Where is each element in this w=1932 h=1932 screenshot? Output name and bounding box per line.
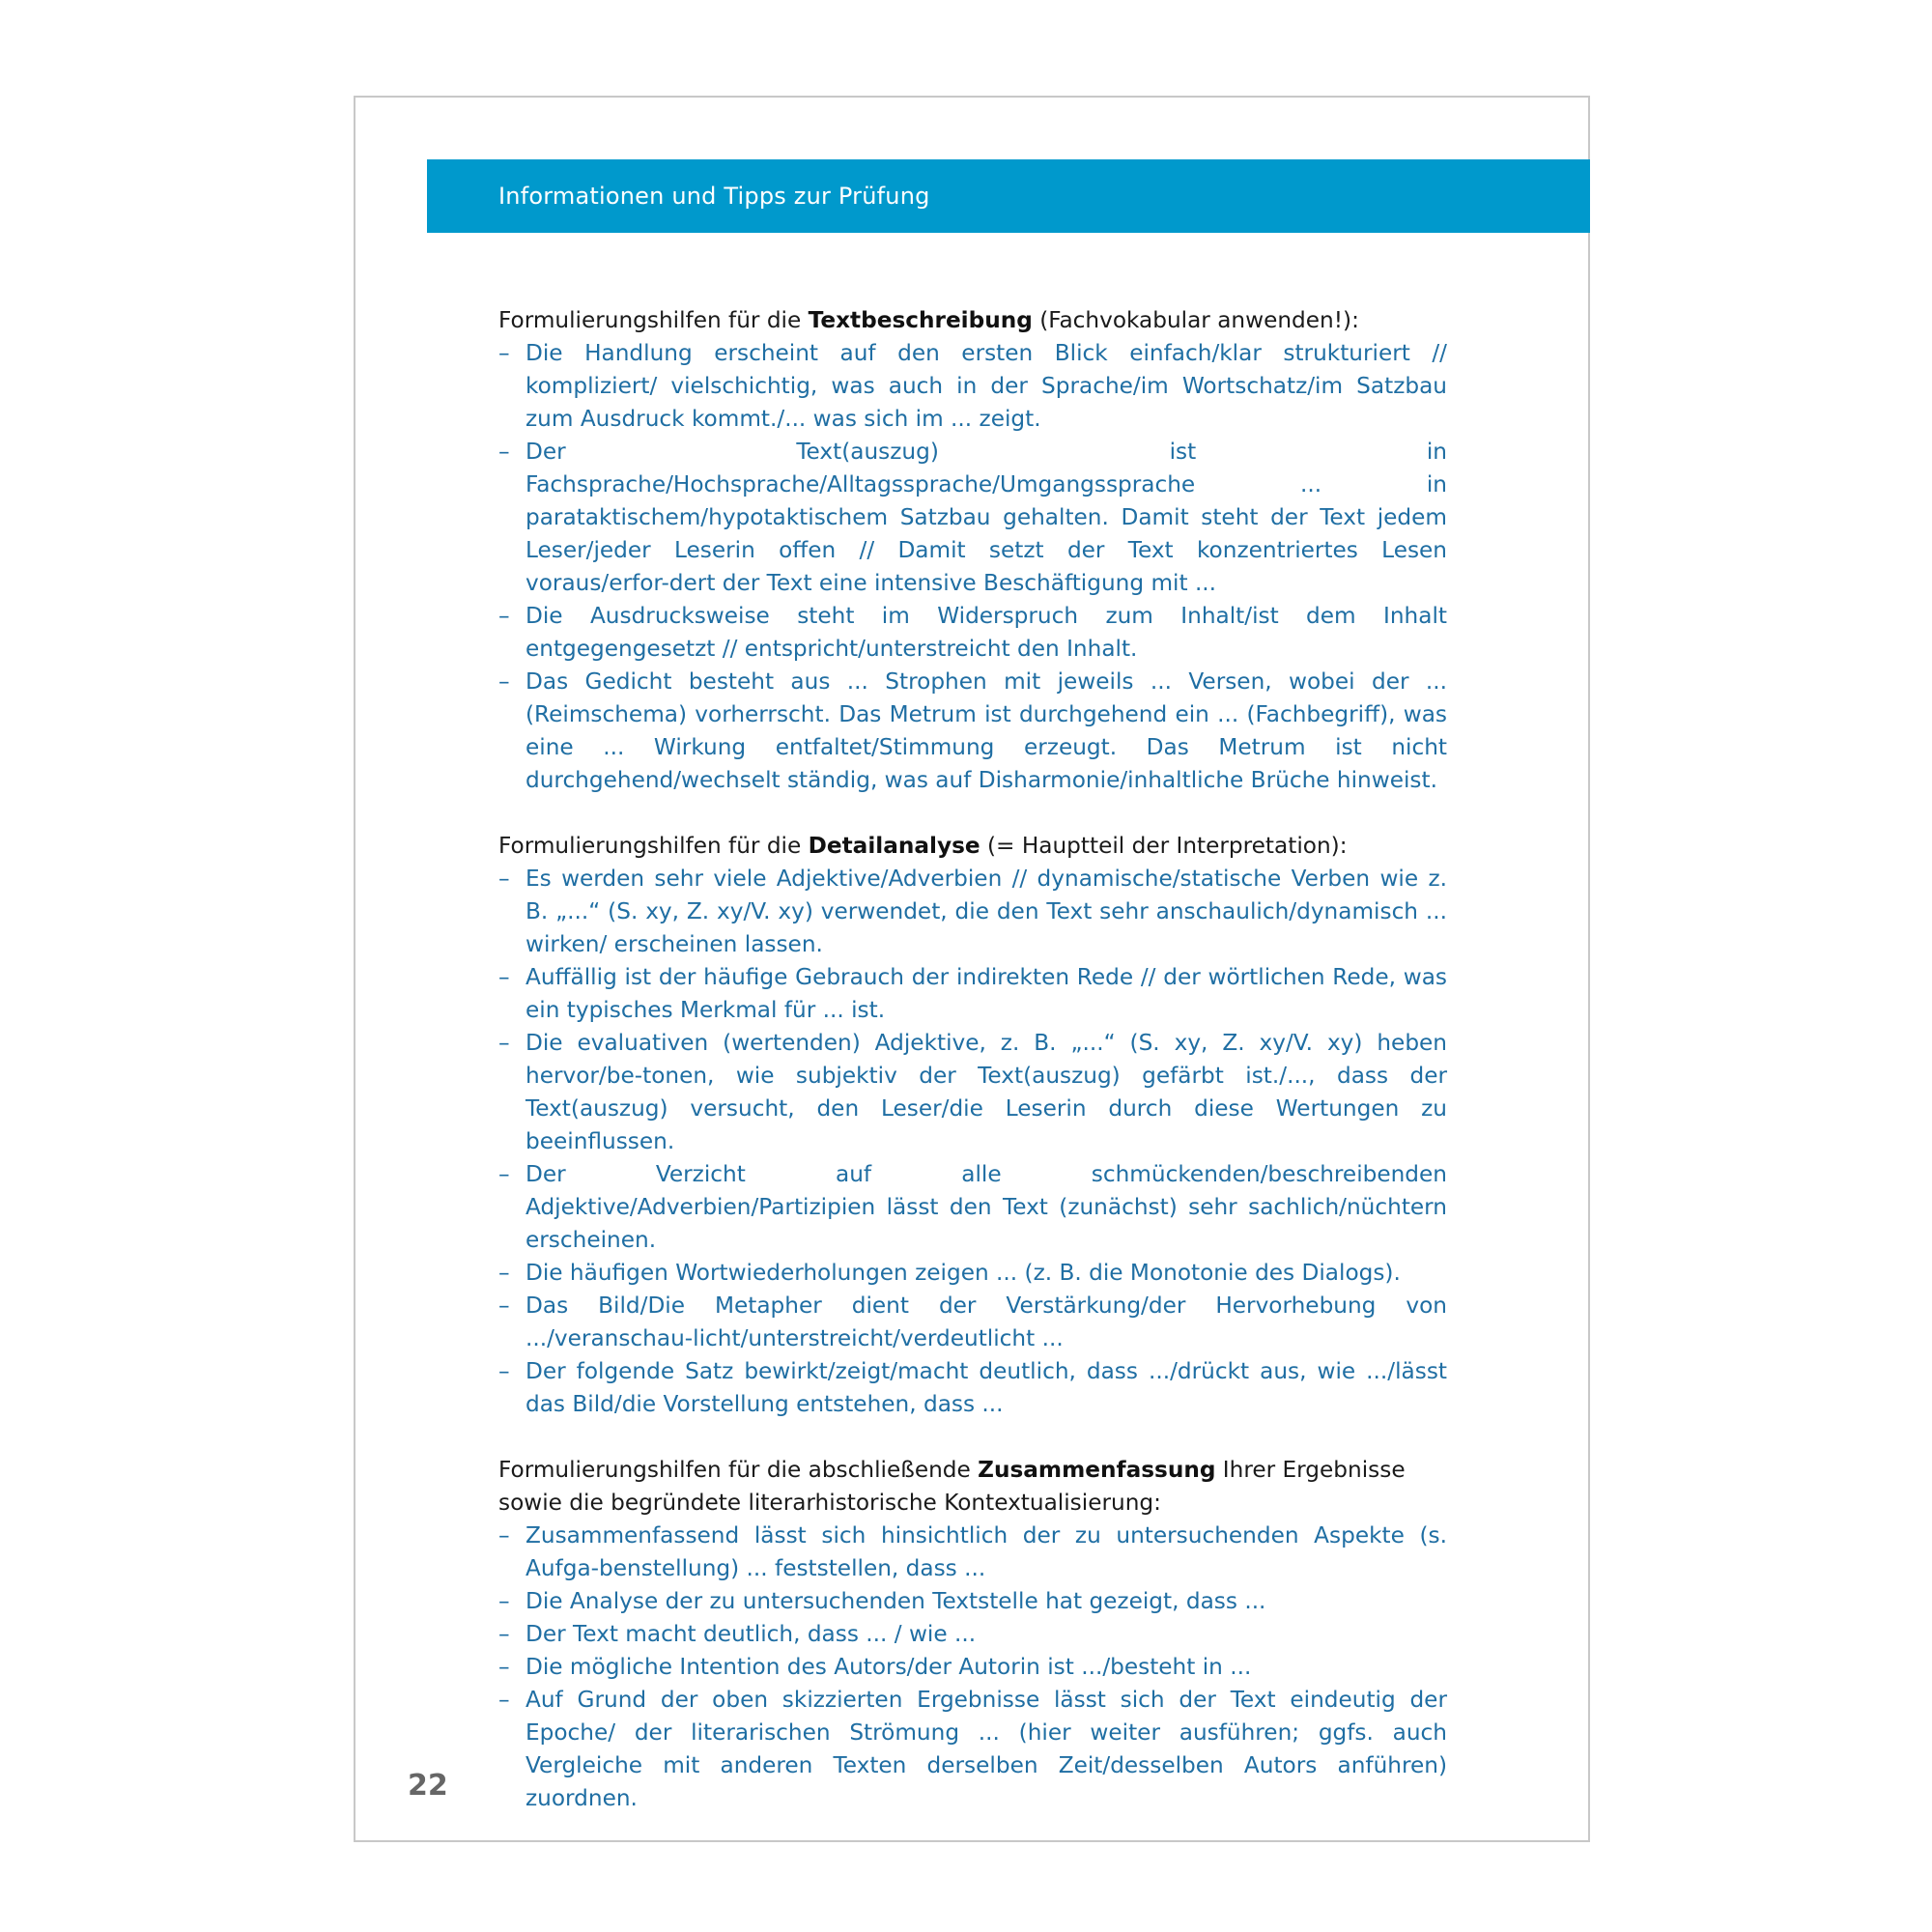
dash-bullet: – xyxy=(498,1260,510,1286)
list-item-text: Die mögliche Intention des Autors/der Autorin ist .../besteht in ... xyxy=(526,1654,1252,1680)
dash-bullet: – xyxy=(498,1358,510,1384)
list-item xyxy=(498,1651,1447,1684)
dash-bullet: – xyxy=(498,1030,510,1056)
intro-text: (= Hauptteil der Interpretation): xyxy=(980,833,1348,859)
intro-text: Ihrer Ergebnisse sowie die begründete literarhistorische Kontextualisierung: xyxy=(498,1457,1406,1516)
dash-bullet: – xyxy=(498,1293,510,1319)
intro-keyword: Detailanalyse xyxy=(808,833,980,859)
phrase-list xyxy=(498,337,1447,797)
list-item-text: Die Analyse der zu untersuchenden Textstelle hat gezeigt, dass ... xyxy=(526,1588,1266,1614)
list-item-text: Der Verzicht auf alle schmückenden/beschreibenden Adjektive/Adverbien/Partizipien lässt den Text (zunächst) sehr sachlich/nüchtern erscheinen. xyxy=(526,1161,1447,1253)
intro-text: (Fachvokabular anwenden!): xyxy=(1032,307,1359,333)
dash-bullet: – xyxy=(498,668,510,695)
dash-bullet: – xyxy=(498,866,510,892)
list-item-text: Das Bild/Die Metapher dient der Verstärkung/der Hervorhebung von .../veranschau-licht/unterstreicht/verdeutlicht ... xyxy=(526,1293,1447,1351)
dash-bullet: – xyxy=(498,1588,510,1614)
list-item xyxy=(498,1585,1447,1618)
list-item-text: Das Gedicht besteht aus ... Strophen mit jeweils ... Versen, wobei der ... (Reimschema) vorherrscht. Das Metrum ist durchgehend ein ... (Fachbegriff), was eine ... Wirkung entfaltet/Stimmung erzeugt. Das Metrum ist nicht durchgehend/wechselt ständig, was auf Disharmonie/inhaltliche Brüche hinweist. xyxy=(526,668,1447,793)
list-item-text: Die Handlung erscheint auf den ersten Blick einfach/klar strukturiert // kompliziert/ vielschichtig, was auch in der Sprache/im Wortschatz/im Satzbau zum Ausdruck kommt./... was sich im ... zeigt. xyxy=(526,340,1447,432)
dash-bullet: – xyxy=(498,1687,510,1713)
list-item xyxy=(498,1290,1447,1355)
list-item xyxy=(498,600,1447,666)
list-item-text: Der Text(auszug) ist in Fachsprache/Hochsprache/Alltagssprache/Umgangssprache ... in parataktischem/hypotaktischem Satzbau gehalten. Damit steht der Text jedem Leser/jeder Leserin offen // Damit setzt der Text konzentriertes Lesen voraus/erfor-dert der Text eine intensive Beschäftigung mit ... xyxy=(526,439,1447,596)
list-item xyxy=(498,1520,1447,1585)
list-item xyxy=(498,961,1447,1027)
list-item xyxy=(498,666,1447,797)
list-item-text: Der folgende Satz bewirkt/zeigt/macht deutlich, dass .../drückt aus, wie .../lässt das Bild/die Vorstellung entstehen, dass ... xyxy=(526,1358,1447,1417)
document-page xyxy=(354,96,1590,1842)
list-item xyxy=(498,337,1447,436)
list-item xyxy=(498,1158,1447,1257)
header-bar xyxy=(427,159,1590,233)
list-item-text: Die Ausdrucksweise steht im Widerspruch zum Inhalt/ist dem Inhalt entgegengesetzt // entspricht/unterstreicht den Inhalt. xyxy=(526,603,1447,662)
intro-text: Formulierungshilfen für die xyxy=(498,307,809,333)
phrase-list xyxy=(498,1520,1447,1815)
phrase-list xyxy=(498,863,1447,1421)
dash-bullet: – xyxy=(498,1654,510,1680)
section-zusammenfassung xyxy=(498,1454,1447,1815)
dash-bullet: – xyxy=(498,964,510,990)
section-intro xyxy=(498,304,1447,337)
intro-text: Formulierungshilfen für die abschließende xyxy=(498,1457,979,1483)
content-area xyxy=(498,304,1447,1848)
list-item xyxy=(498,1618,1447,1651)
section-intro xyxy=(498,1454,1447,1520)
intro-text: Formulierungshilfen für die xyxy=(498,833,809,859)
dash-bullet: – xyxy=(498,1522,510,1548)
dash-bullet: – xyxy=(498,340,510,366)
list-item xyxy=(498,1355,1447,1421)
list-item-text: Auf Grund der oben skizzierten Ergebnisse lässt sich der Text eindeutig der Epoche/ der literarischen Strömung ... (hier weiter ausführen; ggfs. auch Vergleiche mit anderen Texten derselben Zeit/desselben Autors anführen) zuordnen. xyxy=(526,1687,1447,1811)
list-item-text: Die evaluativen (wertenden) Adjektive, z. B. „...“ (S. xy, Z. xy/V. xy) heben hervor/be-tonen, wie subjektiv der Text(auszug) gefärbt ist./..., dass der Text(auszug) versucht, den Leser/die Leserin durch diese Wertungen zu beeinflussen. xyxy=(526,1030,1447,1154)
intro-keyword: Zusammenfassung xyxy=(978,1457,1216,1483)
list-item xyxy=(498,1684,1447,1815)
list-item-text: Die häufigen Wortwiederholungen zeigen ... (z. B. die Monotonie des Dialogs). xyxy=(526,1260,1401,1286)
section-textbeschreibung xyxy=(498,304,1447,797)
list-item-text: Es werden sehr viele Adjektive/Adverbien // dynamische/statische Verben wie z. B. „...“ (S. xy, Z. xy/V. xy) verwendet, die den Text sehr anschaulich/dynamisch ... wirken/ erscheinen lassen. xyxy=(526,866,1447,957)
dash-bullet: – xyxy=(498,603,510,629)
intro-keyword: Textbeschreibung xyxy=(808,307,1033,333)
dash-bullet: – xyxy=(498,1621,510,1647)
list-item xyxy=(498,436,1447,600)
list-item-text: Auffällig ist der häufige Gebrauch der indirekten Rede // der wörtlichen Rede, was ein typisches Merkmal für ... ist. xyxy=(526,964,1447,1023)
dash-bullet: – xyxy=(498,439,510,465)
section-detailanalyse xyxy=(498,830,1447,1421)
list-item xyxy=(498,863,1447,961)
dash-bullet: – xyxy=(498,1161,510,1187)
page-number: 22 xyxy=(408,1769,448,1803)
section-intro xyxy=(498,830,1447,863)
header-title: Informationen und Tipps zur Prüfung xyxy=(498,183,930,210)
list-item-text: Der Text macht deutlich, dass ... / wie ... xyxy=(526,1621,977,1647)
list-item-text: Zusammenfassend lässt sich hinsichtlich der zu untersuchenden Aspekte (s. Aufga-benstellung) ... feststellen, dass ... xyxy=(526,1522,1447,1581)
list-item xyxy=(498,1027,1447,1158)
list-item xyxy=(498,1257,1447,1290)
